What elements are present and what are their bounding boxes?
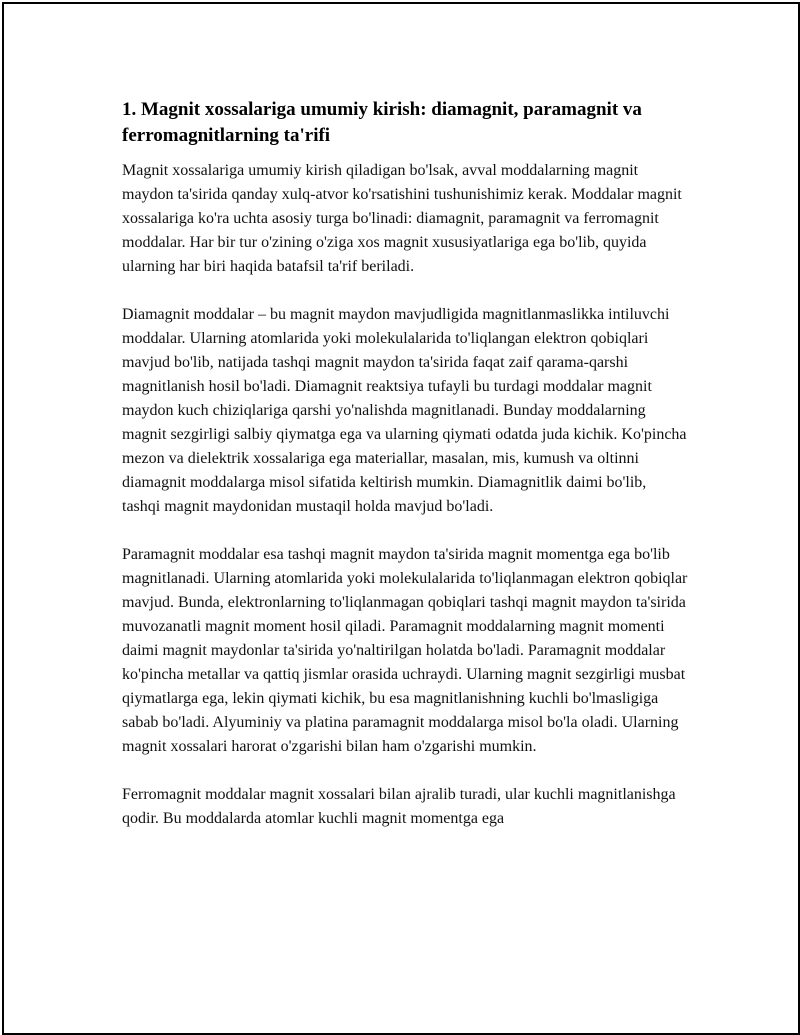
paragraph-ferromagnetic: Ferromagnit moddalar magnit xossalari bilan ajralib turadi, ular kuchli magnitlanishga qodir. Bu moddalarda atomlar kuchli magnit momentga ega — [122, 786, 676, 827]
document-body — [122, 97, 688, 855]
paragraph-paramagnetic: Paramagnit moddalar esa tashqi magnit maydon ta'sirida magnit momentga ega bo'lib magnitlanadi. Ularning atomlarida yoki molekulalarida to'liqlanmagan elektron qobiqlar mavjud. Bunda, elektronlarning to'liqlanmagan qobiqlari tashqi magnit maydon ta'sirida muvozanatli magnit moment hosil qiladi. Paramagnit moddalarning magnit momenti daimi magnit maydonlar ta'sirida yo'naltirilgan holatda bo'ladi. Paramagnit moddalar ko'pincha metallar va qattiq jismlar orasida uchraydi. Ularning magnit sezgirligi musbat qiymatlarga ega, lekin qiymati kichik, bu esa magnitlanishning kuchli bo'lmasligiga sabab bo'ladi. Alyuminiy va platina paramagnit moddalarga misol bo'la oladi. Ularning magnit xossalari harorat o'zgarishi bilan ham o'zgarishi mumkin. — [122, 546, 688, 755]
paragraph-intro: Magnit xossalariga umumiy kirish qiladigan bo'lsak, avval moddalarning magnit maydon ta'sirida qanday xulq-atvor ko'rsatishini tushunishimiz kerak. Moddalar magnit xossalariga ko'ra uchta asosiy turga bo'linadi: diamagnit, paramagnit va ferromagnit moddalar. Har bir tur o'zining o'ziga xos magnit xususiyatlariga ega bo'lib, quyida ularning har biri haqida batafsil ta'rif beriladi. — [122, 162, 682, 275]
page-frame — [2, 2, 800, 1035]
section-heading: 1. Magnit xossalariga umumiy kirish: diamagnit, paramagnit va ferromagnitlarning ta'rifi — [122, 99, 642, 146]
paragraph-diamagnetic: Diamagnit moddalar – bu magnit maydon mavjudligida magnitlanmaslikka intiluvchi moddalar. Ularning atomlarida yoki molekulalarida to'liqlangan elektron qobiqlari mavjud bo'lib, natijada tashqi magnit maydon ta'sirida faqat zaif qarama-qarshi magnitlanish hosil bo'ladi. Diamagnit reaktsiya tufayli bu turdagi moddalar magnit maydon kuch chiziqlariga qarshi yo'nalishda magnitlanadi. Bunday moddalarning magnit sezgirligi salbiy qiymatga ega va ularning qiymati odatda juda kichik. Ko'pincha mezon va dielektrik xossalariga ega materiallar, masalan, mis, kumush va oltinni diamagnit moddalarga misol sifatida keltirish mumkin. Diamagnitlik daimi bo'lib, tashqi magnit maydonidan mustaqil holda mavjud bo'ladi. — [122, 306, 687, 515]
